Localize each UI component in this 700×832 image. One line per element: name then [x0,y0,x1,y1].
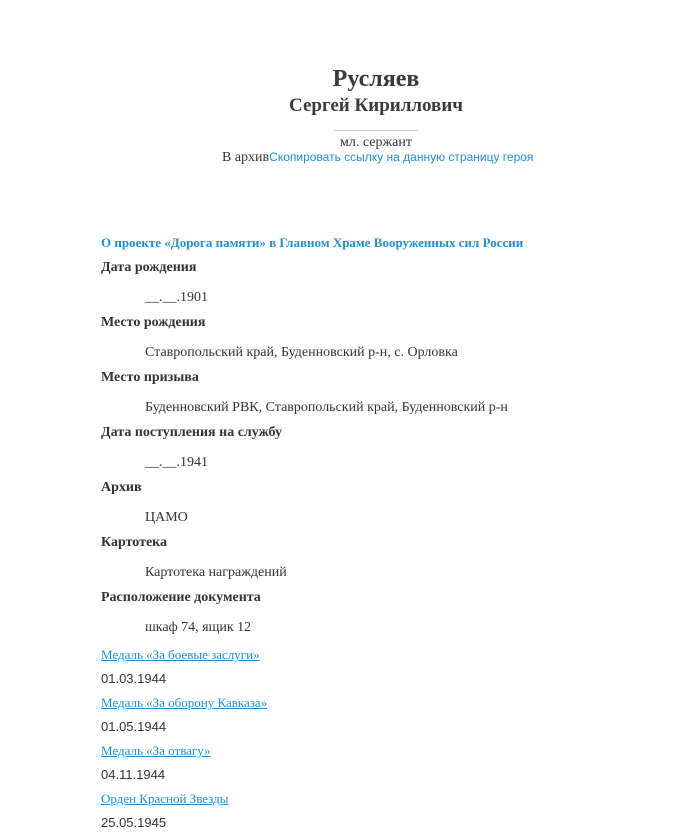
award-date: 01.05.1944 [101,719,167,734]
awards-list [101,640,661,832]
field-label-archive: Архив [101,480,142,495]
about-project-link[interactable]: О проекте «Дорога памяти» в Главном Храме Вооруженных сил России [101,235,524,250]
hero-rank: мл. сержант [340,135,412,150]
award-item [101,688,661,736]
field-value-service-date: __.__.1941 [145,455,208,470]
award-link[interactable]: Орден Красной Звезды [101,791,229,806]
award-link[interactable]: Медаль «За оборону Кавказа» [101,695,268,710]
field-value-birth-date: __.__.1901 [145,290,208,305]
award-date: 04.11.1944 [101,767,166,782]
header-divider [333,130,419,131]
hero-details [101,233,661,832]
field-value-draft-place: Буденновский РВК, Ставропольский край, Буденновский р-н [145,400,508,415]
award-item [101,640,661,688]
hero-given-names: Сергей Кириллович [289,95,463,116]
archive-line [222,147,533,168]
field-label-card-index: Картотека [101,535,168,550]
field-label-draft-place: Место призыва [101,370,199,385]
field-label-document-location: Расположение документа [101,590,261,605]
field-label-birth-date: Дата рождения [101,260,197,275]
field-value-card-index: Картотека награждений [145,565,287,580]
award-link[interactable]: Медаль «За боевые заслуги» [101,647,260,662]
field-value-archive: ЦАМО [145,510,188,525]
award-item [101,736,661,784]
hero-surname: Русляев [332,66,420,92]
award-link[interactable]: Медаль «За отвагу» [101,743,211,758]
award-date: 25.05.1945 [101,815,167,830]
archive-label[interactable]: В архив [222,150,270,165]
field-value-document-location: шкаф 74, ящик 12 [145,620,252,635]
award-date: 01.03.1944 [101,671,167,686]
field-label-service-date: Дата поступления на службу [101,425,283,440]
hero-header [0,64,700,153]
copy-link-button[interactable]: Скопировать ссылку на данную страницу героя [269,150,534,164]
award-item [101,784,661,832]
field-value-birth-place: Ставропольский край, Буденновский р-н, с. Орловка [145,345,458,360]
field-label-birth-place: Место рождения [101,315,206,330]
